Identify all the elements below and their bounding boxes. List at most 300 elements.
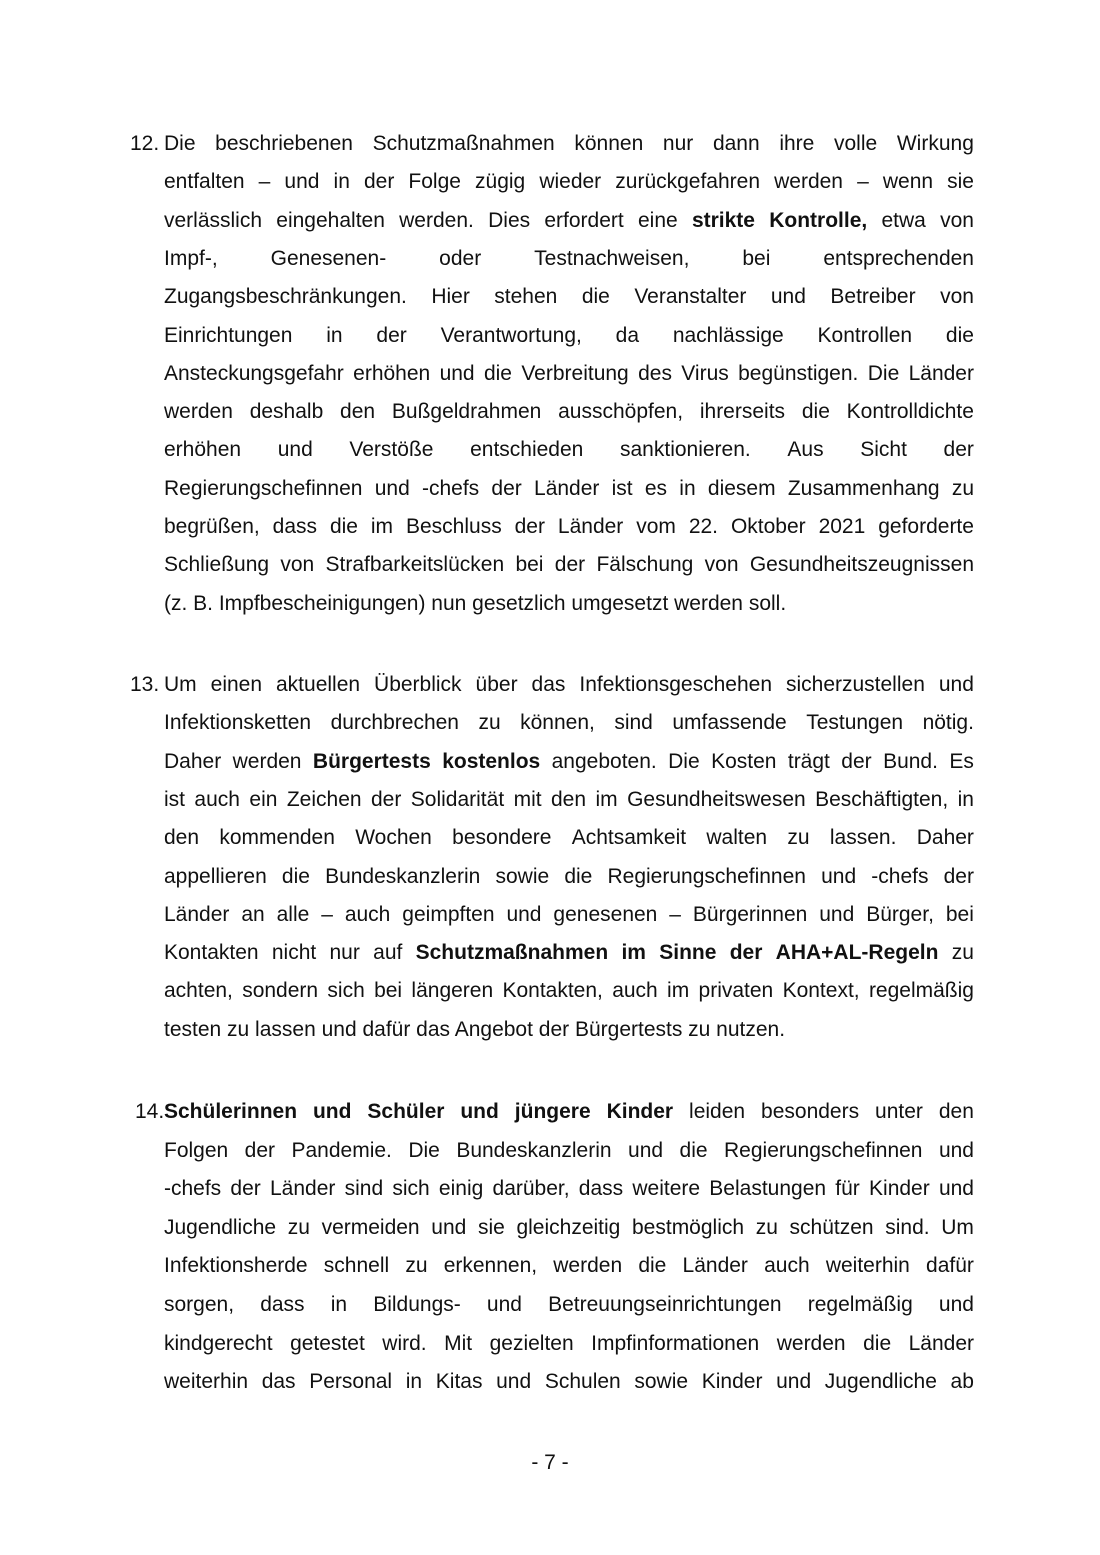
text-run: weitere [632, 1177, 701, 1201]
text-run: der [363, 170, 395, 194]
text-run: Die [867, 361, 900, 385]
text-run: Verantwortung, [440, 323, 582, 347]
text-run: entsprechenden [823, 246, 974, 270]
text-run: zurückgefahren [615, 170, 761, 194]
text-run: Bundeskanzlerin [456, 1138, 612, 1162]
text-run: werden [553, 1254, 623, 1278]
text-run: entschieden [470, 438, 584, 462]
text-run: Ansteckungsgefahr [164, 361, 344, 385]
paragraph-line [164, 470, 974, 508]
text-run: und [284, 170, 320, 194]
text-run: das [261, 1370, 296, 1394]
text-run: der [491, 476, 522, 500]
text-run: Jugendliche [824, 1370, 937, 1394]
text-run: in [405, 1370, 423, 1394]
bold-text: im [621, 941, 646, 965]
text-run: und [431, 1215, 467, 1239]
text-run: in [326, 323, 343, 347]
paragraph-line [164, 431, 974, 469]
text-run: die [329, 515, 358, 538]
text-run: sind. [885, 1215, 930, 1239]
paragraph-line [164, 546, 974, 584]
text-run: den [551, 787, 587, 811]
text-run: kindgerecht [164, 1331, 273, 1355]
text-run: sowie [634, 1370, 689, 1394]
text-run: und [819, 902, 855, 926]
text-run: besonders [761, 1100, 860, 1123]
text-run: dafür [926, 1254, 974, 1278]
paragraph-line [164, 1325, 974, 1363]
text-run: Kontakten, [502, 979, 603, 1003]
text-run: dann [712, 132, 760, 155]
text-run: verlässlich [164, 208, 263, 232]
text-run: begünstigen. [738, 361, 859, 385]
text-run: ihrerseits [699, 400, 786, 424]
text-run: und [938, 1138, 974, 1162]
text-run: auch [194, 787, 240, 811]
text-run: Verstöße [349, 438, 434, 462]
text-run: Strafbarkeitslücken [325, 553, 505, 577]
bold-text: der [729, 941, 763, 965]
text-run: Personal [309, 1370, 393, 1394]
text-run: ausschöpfen, [558, 400, 684, 424]
text-run: von [704, 553, 739, 577]
text-run: wird. [382, 1331, 427, 1355]
text-run: Kontrolldichte [846, 400, 974, 424]
text-run: bei [515, 553, 544, 577]
text-run: im [595, 787, 618, 811]
bold-text: Schülerinnen [164, 1100, 298, 1123]
paragraph-line [164, 704, 974, 742]
text-run: getestet [290, 1331, 365, 1355]
text-run: werden [774, 170, 843, 194]
text-run: Einrichtungen [164, 323, 293, 347]
paragraph-line [164, 819, 974, 857]
text-run: bei [945, 902, 974, 926]
text-run: umfassende [672, 711, 787, 735]
paragraph-line [164, 1132, 974, 1170]
text-run: und [938, 1293, 974, 1316]
text-run: Regierungschefinnen [607, 864, 806, 888]
bold-text: Schüler [367, 1100, 445, 1123]
text-run: von [940, 208, 974, 232]
text-run: dass [272, 515, 318, 538]
text-run: ab [950, 1370, 974, 1394]
text-run: zu [787, 826, 810, 850]
text-run: 2021 [818, 515, 866, 538]
text-run: Kosten [711, 749, 777, 773]
text-run: wieder [539, 170, 602, 194]
text-run: ein [249, 787, 278, 811]
text-run: der [370, 787, 402, 811]
text-run: dass [578, 1177, 624, 1201]
paragraph-line [164, 1209, 974, 1247]
paragraph-line [164, 240, 974, 278]
paragraph-line [164, 355, 974, 393]
text-run: erhöhen [164, 438, 242, 462]
text-run: zu [951, 476, 974, 500]
text-run: beschriebenen [215, 132, 353, 155]
text-run: entfalten [164, 170, 245, 194]
text-run: Aus [787, 438, 824, 462]
text-run: ist [164, 787, 185, 811]
text-run: stehen [494, 285, 558, 309]
text-run: die [863, 1331, 892, 1355]
text-run: Länder [269, 1177, 336, 1201]
text-run: über [475, 673, 518, 696]
text-run: aktuellen [276, 673, 361, 696]
text-run: erkennen, [443, 1254, 538, 1278]
paragraph-line [164, 1011, 974, 1049]
text-run: regelmäßig [868, 979, 974, 1003]
text-run: Infektionsgeschehen [579, 673, 772, 696]
text-run: Dies [488, 208, 531, 232]
paragraph-line [164, 1170, 974, 1208]
text-run: Belastungen [709, 1177, 827, 1201]
text-run: Kinder [701, 1370, 763, 1394]
text-run: Gesundheitswesen [627, 787, 806, 811]
text-run: die [638, 1254, 667, 1278]
bold-text: Sinne [659, 941, 717, 965]
text-run: in [330, 1293, 348, 1316]
paragraph-line [164, 1363, 974, 1401]
text-run: in [957, 787, 974, 811]
text-run: Schutzmaßnahmen [372, 132, 555, 155]
text-run: Zeichen [286, 787, 362, 811]
text-run: wenn [882, 170, 934, 194]
text-run: und [496, 1370, 532, 1394]
text-run: Testnachweisen, [534, 246, 690, 270]
text-run: zu [478, 711, 501, 735]
text-run: oder [439, 246, 482, 270]
text-run: Bildungs- [373, 1293, 461, 1316]
text-run: unter [875, 1100, 923, 1123]
list-item-number: 13. [130, 673, 160, 696]
text-run: und [506, 902, 542, 926]
text-run: dass [260, 1293, 305, 1316]
text-run: Länder [682, 1254, 748, 1278]
text-run: vom [636, 515, 676, 538]
text-run: Solidarität [410, 787, 505, 811]
text-run: der [230, 1177, 261, 1201]
text-run: von [280, 553, 315, 577]
text-run: sondern [242, 979, 319, 1003]
text-run: Fälschung [596, 553, 694, 577]
text-run: walten [706, 826, 768, 850]
text-run: Bundeskanzlerin [325, 864, 481, 888]
text-run: mit [513, 787, 542, 811]
paragraph-line [164, 585, 974, 623]
text-run: Genesenen- [270, 246, 387, 270]
bold-text: AHA+AL-Regeln [775, 941, 939, 965]
text-run: Die [164, 132, 196, 155]
bold-text: und [460, 1100, 499, 1123]
text-run: nachlässige [672, 323, 784, 347]
text-run: weiterhin [825, 1254, 910, 1278]
text-run: Kitas [435, 1370, 483, 1394]
bold-text: Kinder [606, 1100, 674, 1123]
text-run: etwa [881, 208, 926, 232]
text-run: Oktober [730, 515, 806, 538]
text-run: Bußgeldrahmen [391, 400, 542, 424]
paragraph-line [164, 125, 974, 163]
text-run: Impfinformationen [591, 1331, 760, 1355]
text-run: Um [941, 1215, 974, 1239]
text-run: leiden [689, 1100, 746, 1123]
text-run: und [938, 673, 974, 696]
text-run: auch [612, 979, 658, 1003]
text-run: Länder [908, 1331, 974, 1355]
text-run: der [943, 864, 974, 888]
text-run: sanktionieren. [620, 438, 751, 462]
text-run: – [258, 170, 271, 194]
text-run: sind [614, 711, 653, 735]
text-run: sicherzustellen [785, 673, 925, 696]
bold-text: kostenlos [442, 749, 541, 773]
text-run: längeren [411, 979, 494, 1003]
text-run: der [376, 323, 407, 347]
bold-text: Bürgertests [312, 749, 431, 773]
paragraph-line [164, 972, 974, 1010]
text-run: von [940, 285, 974, 309]
text-run: – [321, 902, 333, 926]
text-run: Bürger, [866, 902, 934, 926]
text-run: Zugangsbeschränkungen. [164, 285, 407, 309]
text-run: werden [776, 1331, 846, 1355]
text-run: Pandemie. [291, 1138, 392, 1162]
text-run: es [644, 476, 668, 500]
text-run: bei [374, 979, 403, 1003]
text-run: Länder [908, 361, 974, 385]
text-run: Infektionsherde [164, 1254, 308, 1278]
paragraph-line [164, 1247, 974, 1285]
text-run: Wochen [355, 826, 432, 850]
text-run: bestmöglich [632, 1215, 745, 1239]
text-run: Überblick [374, 673, 462, 696]
text-run: auf [373, 941, 403, 965]
text-run: können, [520, 711, 595, 735]
text-run: (z. B. Impfbescheinigungen) nun gesetzlich umgesetzt werden soll. [164, 591, 787, 615]
text-run: erhöhen [353, 361, 431, 385]
text-run: in [333, 170, 350, 194]
text-run: sie [477, 1215, 505, 1239]
text-run: zu [405, 1254, 428, 1278]
text-run: Sicht [860, 438, 907, 462]
paragraph-line [164, 1286, 974, 1324]
text-run: – [857, 170, 869, 194]
paragraph-line [164, 934, 974, 972]
text-run: Beschäftigten, [815, 787, 949, 811]
text-run: Schließung [164, 553, 270, 577]
text-run: die [679, 1138, 708, 1162]
text-run: Regierungschefinnen [724, 1138, 923, 1162]
text-run: deshalb [249, 400, 324, 424]
text-run: sie [947, 170, 974, 194]
text-run: Beschluss [405, 515, 502, 538]
text-run: im [370, 515, 394, 538]
paragraph-line [164, 202, 974, 240]
text-run: die [564, 864, 593, 888]
text-run: darüber, [492, 1177, 570, 1201]
text-run: erfordert [544, 208, 624, 232]
text-run: nur [329, 941, 360, 965]
paragraph-line [164, 393, 974, 431]
paragraph-line [164, 508, 974, 546]
text-run: den [938, 1100, 974, 1123]
text-run: im [667, 979, 690, 1003]
text-run: Wirkung [896, 132, 974, 155]
text-run: vermeiden [321, 1215, 420, 1239]
text-run: appellieren [164, 864, 267, 888]
text-run: werden [232, 749, 302, 773]
bold-text: Kontrolle, [769, 208, 868, 232]
text-run: einig [438, 1177, 484, 1201]
text-run: zu [951, 941, 974, 965]
text-run: diesem [707, 476, 776, 500]
text-run: Daher [916, 826, 974, 850]
text-run: Bürgerinnen [692, 902, 808, 926]
text-run: werden. [399, 208, 474, 232]
text-run: nur [662, 132, 694, 155]
text-run: und [439, 361, 475, 385]
text-run: testen zu lassen und dafür das Angebot der Bürgertests zu nutzen. [164, 1017, 786, 1041]
text-run: Kontext, [782, 979, 860, 1003]
text-run: Länder [164, 902, 230, 926]
text-run: Infektionsketten [164, 711, 312, 735]
text-run: und [770, 285, 806, 309]
text-run: Betreuungseinrichtungen [548, 1293, 782, 1316]
text-run: Gesundheitszeugnissen [749, 553, 974, 577]
text-run: werden [164, 400, 233, 424]
text-run: Hier [431, 285, 470, 309]
text-run: Kontakten [164, 941, 259, 965]
text-run: Schulen [544, 1370, 621, 1394]
text-run: -chefs [422, 476, 480, 500]
text-run: der [244, 1138, 276, 1162]
text-run: besondere [452, 826, 552, 850]
text-run: Mit [444, 1331, 473, 1355]
text-run: der [841, 749, 872, 773]
bold-text: jüngere [514, 1100, 591, 1123]
text-run: das [531, 673, 566, 696]
text-run: ihre [779, 132, 815, 155]
text-run: und [776, 1370, 812, 1394]
text-run: Kontrollen [817, 323, 913, 347]
text-run: begrüßen, [164, 515, 260, 538]
text-run: Länder [557, 515, 624, 538]
text-run: der [943, 438, 974, 462]
text-run: auch [764, 1254, 810, 1278]
text-run: lassen. [829, 826, 897, 850]
text-run: nötig. [922, 711, 974, 735]
list-item-number: 14. [135, 1100, 165, 1123]
text-run: privaten [698, 979, 774, 1003]
text-run: achten, [164, 979, 233, 1003]
text-run: den [164, 826, 200, 850]
text-run: zu [755, 1215, 778, 1239]
text-run: – [669, 902, 681, 926]
text-run: Folgen [164, 1138, 229, 1162]
text-run: in [679, 476, 696, 500]
text-run: genesenen [553, 902, 658, 926]
paragraph-line [164, 1093, 974, 1131]
text-run: gleichzeitig [516, 1215, 621, 1239]
text-run: sorgen, [164, 1293, 235, 1316]
text-run: Es [949, 749, 974, 773]
list-item-number: 12. [130, 132, 160, 155]
text-run: den [340, 400, 376, 424]
text-run: und [938, 1177, 974, 1201]
text-run: zügig [475, 170, 526, 194]
text-run: und [374, 476, 410, 500]
bold-text: und [312, 1100, 352, 1123]
paragraph-line [164, 163, 974, 201]
text-run: zu [287, 1215, 310, 1239]
text-run: Regierungschefinnen [164, 476, 363, 500]
text-run: Die [408, 1138, 440, 1162]
paragraph-line [164, 743, 974, 781]
text-run: schnell [323, 1254, 390, 1278]
text-run: Verbreitung [521, 361, 629, 385]
text-run: sich [392, 1177, 430, 1201]
text-run: 22. [688, 515, 719, 538]
text-run: einen [210, 673, 263, 696]
paragraph-line [164, 317, 974, 355]
text-run: Impf-, [164, 246, 218, 270]
text-run: des [638, 361, 672, 385]
paragraph-line [164, 666, 974, 704]
text-run: kommenden [219, 826, 335, 850]
text-run: sind [344, 1177, 384, 1201]
text-run: der [514, 515, 545, 538]
text-run: Die [668, 749, 700, 773]
text-run: auch [344, 902, 391, 926]
text-run: volle [834, 132, 878, 155]
text-run: Länder [534, 476, 600, 500]
text-run: die [945, 323, 974, 347]
text-run: durchbrechen [330, 711, 459, 735]
text-run: der [554, 553, 586, 577]
text-run: Kinder [869, 1177, 930, 1201]
text-run: schützen [789, 1215, 874, 1239]
text-run: weiterhin [164, 1370, 249, 1394]
text-run: Achtsamkeit [571, 826, 687, 850]
text-run: -chefs [871, 864, 929, 888]
text-run: sich [327, 979, 365, 1003]
text-run: und [277, 438, 313, 462]
bold-text: strikte [691, 208, 755, 232]
text-run: eingehalten [276, 208, 385, 232]
text-run: angeboten. [551, 749, 657, 773]
text-run: alle [276, 902, 310, 926]
text-run: geimpften [402, 902, 495, 926]
bold-text: Schutzmaßnahmen [415, 941, 609, 965]
page-number: - 7 - [531, 1451, 569, 1474]
text-run: an [241, 902, 265, 926]
text-run: Daher [164, 749, 222, 773]
text-run: geforderte [878, 515, 974, 538]
text-run: Testungen [806, 711, 904, 735]
text-run: bei [742, 246, 771, 270]
text-run: Folge [408, 170, 461, 194]
text-run: Virus [681, 361, 729, 385]
text-run: Veranstalter [634, 285, 747, 309]
text-run: und [821, 864, 857, 888]
text-run: gezielten [489, 1331, 574, 1355]
text-run: eine [638, 208, 678, 232]
text-run: die [581, 285, 610, 309]
text-run: und [486, 1293, 522, 1316]
